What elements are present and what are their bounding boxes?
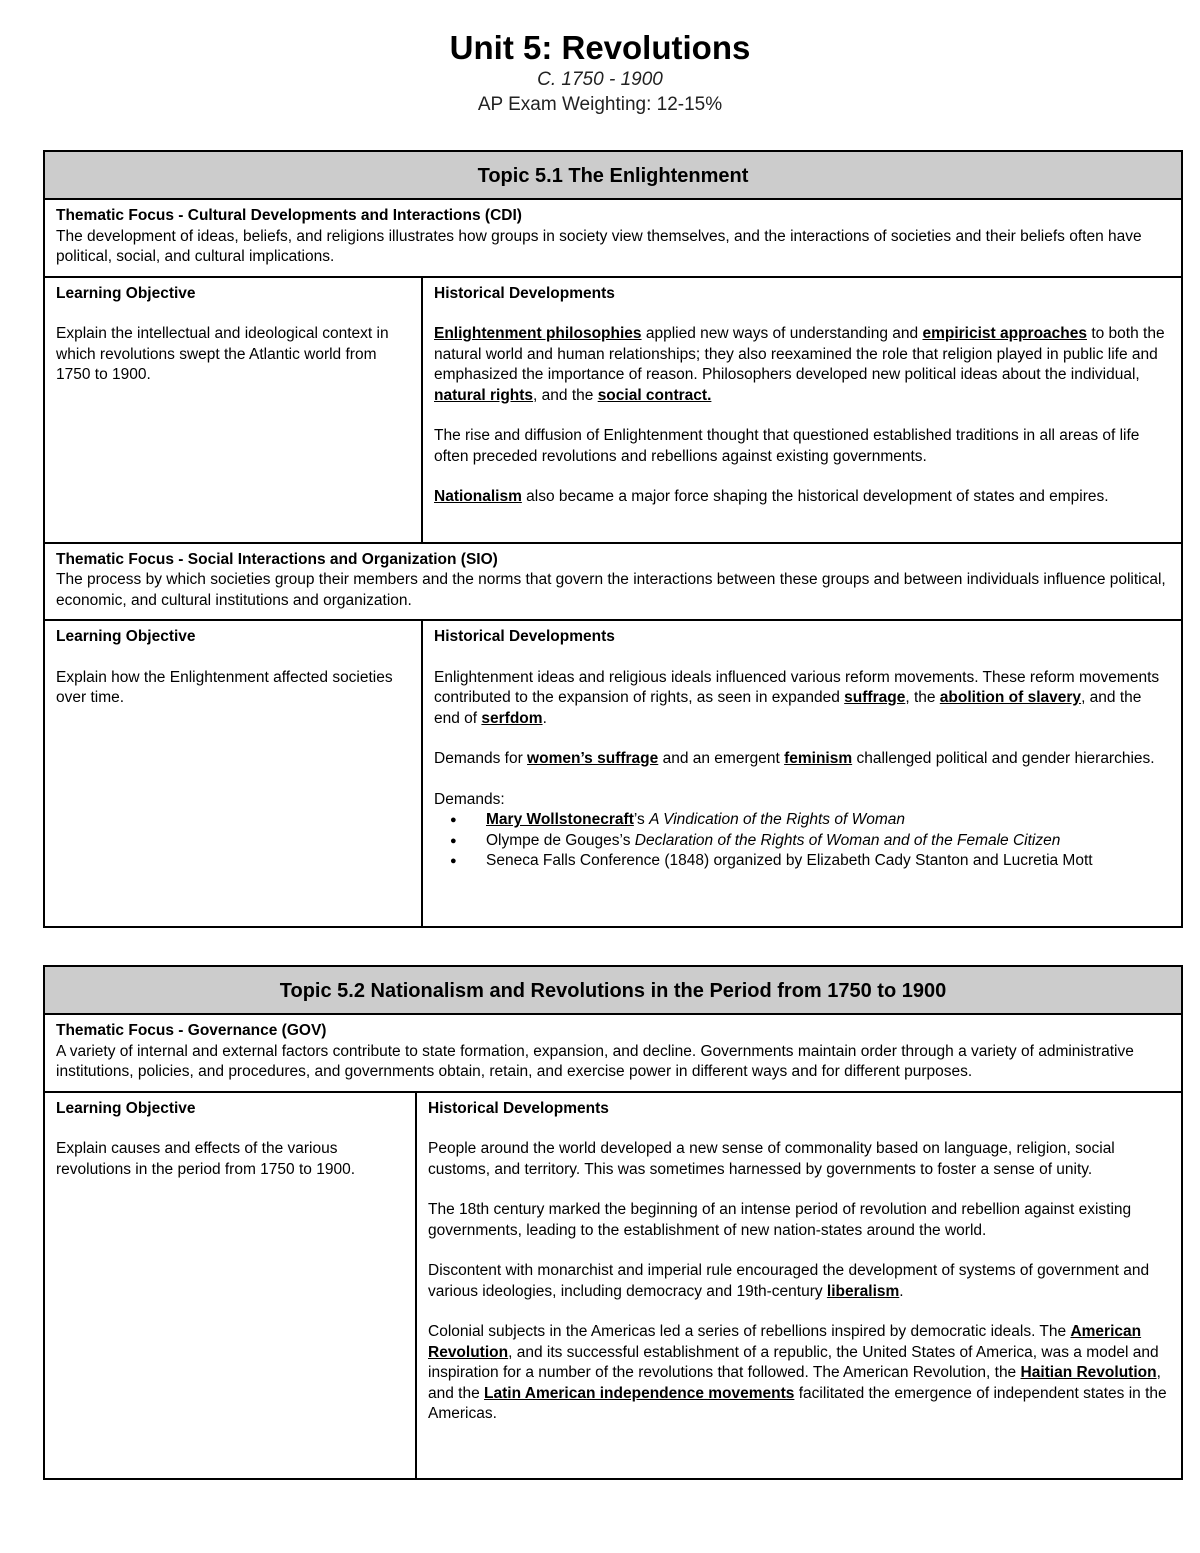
term-liberalism: liberalism — [826, 1282, 900, 1300]
development-paragraph: The rise and diffusion of Enlightenment thought that questioned established traditions in all areas of life often preceded revolutions and rebellions against existing governments. — [434, 427, 1140, 465]
historical-developments-heading: Historical Developments — [434, 628, 615, 645]
list-item: ● Olympe de Gouges’s Declaration of the Rights of Woman and of the Female Citizen — [486, 831, 1171, 852]
cdi-text: The development of ideas, beliefs, and religions illustrates how groups in society view themselves, and the interactions of societies and their beliefs often have political, social, and cultural implications. — [56, 227, 1142, 265]
thematic-focus-sio — [44, 543, 1182, 621]
historical-developments-cell — [422, 620, 1182, 927]
development-paragraph: Nationalism also became a major force shaping the historical development of states and empires. — [434, 488, 1109, 505]
topic-5-2-table — [43, 965, 1183, 1480]
term-mary-wollstonecraft: Mary Wollstonecraft — [486, 811, 634, 828]
learning-objective-text: Explain how the Enlightenment affected societies over time. — [56, 668, 393, 706]
demands-label: Demands: — [434, 790, 505, 808]
term-feminism: feminism — [784, 750, 853, 767]
term-womens-suffrage: women’s suffrage — [527, 750, 659, 767]
term-serfdom: serfdom — [481, 709, 543, 727]
unit-title: Unit 5: Revolutions — [449, 29, 751, 66]
learning-objective-heading: Learning Objective — [56, 1099, 196, 1117]
term-haitian-revolution: Haitian Revolution — [1020, 1364, 1157, 1381]
exam-weighting: AP Exam Weighting: 12-15% — [477, 94, 723, 115]
sio-heading: Thematic Focus - Social Interactions and Organization (SIO) — [56, 550, 498, 568]
term-enlightenment-philosophies: Enlightenment philosophies — [434, 325, 642, 342]
learning-objective-heading: Learning Objective — [56, 284, 196, 302]
development-paragraph: Colonial subjects in the Americas led a series of rebellions inspired by democratic ideals. The American Revolution, and its successful establishment of a republic, the United States of America, was a model and inspiration for a number of the revolutions that followed. The American Revolution, the Haitian Revolution, and the Latin American independence movements facilitated the emergence of independent states in the Americas. — [428, 1323, 1167, 1422]
learning-objective-cell — [44, 1092, 416, 1479]
gov-text: A variety of internal and external factors contribute to state formation, expansion, and decline. Governments maintain order through a variety of administrative institutions, policies, and procedures, and governments obtain, retain, and exercise power in different ways and for different purposes. — [56, 1042, 1134, 1080]
topic-5-1-table — [43, 150, 1183, 928]
list-item: ● Mary Wollstonecraft’s A Vindication of the Rights of Woman — [486, 810, 1171, 831]
learning-objective-heading: Learning Objective — [56, 628, 196, 645]
topic-5-1-title: Topic 5.1 The Enlightenment — [44, 151, 1182, 199]
topic-5-2-title: Topic 5.2 Nationalism and Revolutions in the Period from 1750 to 1900 — [44, 966, 1182, 1014]
term-suffrage: suffrage — [844, 689, 906, 706]
learning-objective-text: Explain causes and effects of the various revolutions in the period from 1750 to 1900. — [56, 1140, 355, 1178]
development-paragraph: People around the world developed a new sense of commonality based on language, religion, social customs, and territory. This was sometimes harnessed by governments to foster a sense of unity. — [428, 1140, 1115, 1178]
historical-developments-heading: Historical Developments — [434, 284, 615, 302]
list-item: ● Seneca Falls Conference (1848) organized by Elizabeth Cady Stanton and Lucretia Mott — [486, 851, 1171, 872]
development-paragraph: Discontent with monarchist and imperial rule encouraged the development of systems of government and various ideologies, including democracy and 19th-century liberalism. — [428, 1262, 1150, 1300]
development-paragraph: The 18th century marked the beginning of an intense period of revolution and rebellion against existing governments, leading to the establishment of new nation-states around the world. — [428, 1201, 1132, 1239]
historical-developments-heading: Historical Developments — [428, 1099, 609, 1117]
term-abolition-of-slavery: abolition of slavery — [939, 689, 1082, 706]
learning-objective-cell — [44, 277, 422, 543]
term-american-revolution: American Revolution — [428, 1323, 1142, 1361]
term-empiricist-approaches: empiricist approaches — [922, 325, 1088, 342]
term-nationalism: Nationalism — [434, 488, 522, 505]
demands-list — [434, 810, 1171, 872]
development-paragraph: Enlightenment philosophies applied new ways of understanding and empiricist approaches to both the natural world and human relationships; they also reexamined the role that religion played in public life and emphasized the importance of reason. Philosophers developed new political ideas about the individual, natural rights, and the social contract. — [434, 325, 1165, 404]
gov-heading: Thematic Focus - Governance (GOV) — [56, 1022, 327, 1039]
development-paragraph: Demands for women’s suffrage and an emergent feminism challenged political and gender hierarchies. — [434, 750, 1155, 767]
learning-objective-text: Explain the intellectual and ideological context in which revolutions swept the Atlantic world from 1750 to 1900. — [56, 325, 389, 383]
historical-developments-cell — [416, 1092, 1182, 1479]
thematic-focus-gov — [44, 1014, 1182, 1092]
development-paragraph: Enlightenment ideas and religious ideals influenced various reform movements. These reform movements contributed to the expansion of rights, as seen in expanded suffrage, the abolition of slavery, and the end of serfdom. — [434, 668, 1160, 727]
term-social-contract: social contract. — [597, 386, 712, 404]
unit-period: C. 1750 - 1900 — [537, 69, 663, 90]
term-latin-american-independence-movements: Latin American independence movements — [484, 1384, 795, 1402]
sio-text: The process by which societies group their members and the norms that govern the interactions between these groups and between individuals influence political, economic, and cultural institutions and organization. — [56, 571, 1166, 609]
thematic-focus-cdi — [44, 199, 1182, 277]
term-natural-rights: natural rights — [434, 386, 534, 404]
cdi-heading: Thematic Focus - Cultural Developments and Interactions (CDI) — [56, 207, 522, 224]
historical-developments-cell — [422, 277, 1182, 543]
page-header — [0, 0, 1200, 118]
learning-objective-cell — [44, 620, 422, 927]
